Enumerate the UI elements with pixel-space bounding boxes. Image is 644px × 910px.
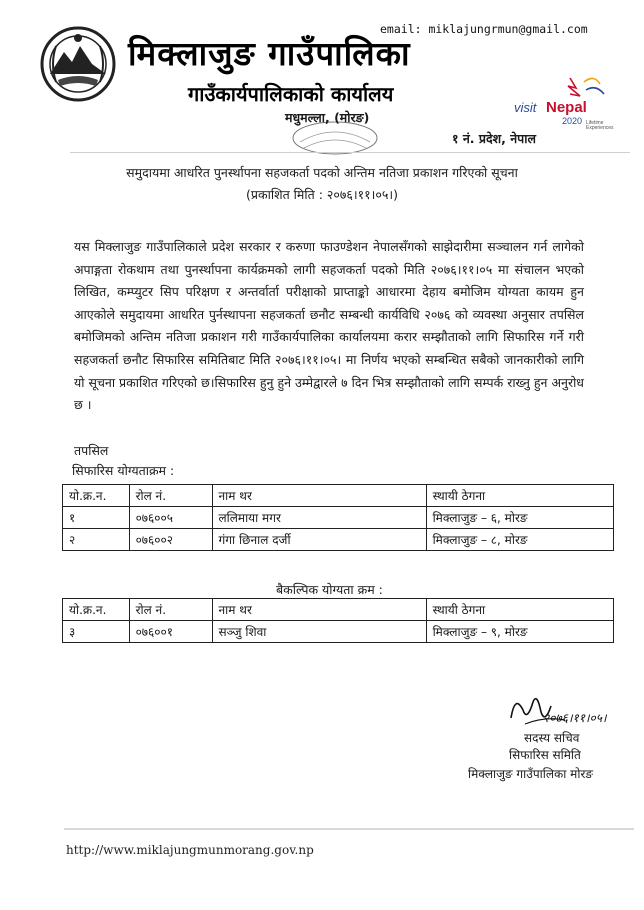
- header-divider: [70, 152, 630, 153]
- signature-org: मिक्लाजुङ गाउँपालिका मोरङ: [468, 767, 594, 781]
- cell-name: ललिमाया मगर: [212, 507, 426, 529]
- notice-subject: समुदायमा आधरित पुनर्स्थापना सहजकर्ता पदको अन्तिम नतिजा प्रकाशन गरिएको सूचना: [126, 165, 518, 180]
- col-header-roll: रोल नं.: [129, 599, 212, 621]
- table-row: [63, 529, 614, 551]
- tapsil-label: तपसिल: [74, 443, 109, 458]
- col-header-roll: रोल नं.: [129, 485, 212, 507]
- cell-roll: ०७६००२: [129, 529, 212, 551]
- table-row: [63, 507, 614, 529]
- svg-text:Lifetime: Lifetime: [586, 120, 604, 126]
- municipality-title: मिक्लाजुङ गाउँपालिका: [128, 34, 411, 73]
- signature-role: सदस्य सचिव: [524, 731, 580, 745]
- table-header-row: [63, 599, 614, 621]
- alternate-table-title: बैकल्पिक योग्यता क्रम :: [276, 582, 383, 597]
- cell-address: मिक्लाजुङ – ८, मोरङ: [426, 529, 613, 551]
- svg-text:2020: 2020: [562, 116, 583, 126]
- cell-name: गंगा छिनाल दर्जी: [212, 529, 426, 551]
- cell-serial: १: [63, 507, 130, 529]
- handwritten-date: २०७६।११।०५।: [543, 711, 607, 725]
- footer-divider: [64, 828, 634, 830]
- notice-body: यस मिक्लाजुङ गाउँपालिकाले प्रदेश सरकार र करुणा फाउण्डेशन नेपालसँगको साझेदारीमा सञ्चालन गर्न लागेको अपाङ्गता रोकथाम तथा पुनर्स्थापना कार्यक्रमको लागी सहजकर्ता पदको मिति २०७६।११।०५ मा संचालन भएको लिखित, कम्प्युटर सिप परिक्षण र अन्तर्वार्ता परीक्षाको प्राप्ताङ्को आधारमा देहाय बमोजिम योग्यता कायम हुन आएकोले समुदायमा आधरित पुर्नस्थापना सहजकर्ता छनौट सम्बन्धी कार्यविधि २०७६ को व्यवस्था अनुसार तपसिल बमोजिमको अन्तिम नतिजा प्रकाशन गरी गाउँकार्यपालिका कार्यालयमा करार सम्झौताको लागि सिफारिस गर्ने गरी सहजकर्ता छनौट सिफारिस समितिबाट मिति २०७६।११।०५। मा निर्णय भएको सम्बन्धित सबैको जानकारीको लागि यो सूचना प्रकाशित गरिएको छ।सिफारिस हुनु हुने उम्मेद्वारले ७ दिन भित्र सम्झौताको लागि सम्पर्क राख्नु हुन अनुरोध छ ।: [74, 239, 584, 413]
- cell-roll: ०७६००१: [129, 621, 212, 643]
- alternate-table: [62, 598, 614, 643]
- email-address: email: miklajungrmun@gmail.com: [380, 22, 588, 36]
- cell-name: सञ्जु शिवा: [212, 621, 426, 643]
- merit-table-title: सिफारिस योग्यताक्रम :: [72, 463, 175, 478]
- svg-text:Experiences: Experiences: [586, 125, 614, 130]
- svg-text:visit: visit: [514, 100, 537, 115]
- col-header-address: स्थायी ठेगना: [426, 485, 613, 507]
- handwritten-signature: [505, 688, 615, 730]
- col-header-address: स्थायी ठेगना: [426, 599, 613, 621]
- col-header-name: नाम थर: [212, 599, 426, 621]
- visit-nepal-logo: [510, 72, 620, 130]
- col-header-serial: यो.क्र.न.: [63, 485, 130, 507]
- cell-address: मिक्लाजुङ – ६, मोरङ: [426, 507, 613, 529]
- office-title: गाउँकार्यपालिकाको कार्यालय: [188, 82, 394, 106]
- cell-address: मिक्लाजुङ – ९, मोरङ: [426, 621, 613, 643]
- signature-committee: सिफारिस समिति: [509, 748, 581, 762]
- government-emblem-icon: [36, 22, 120, 106]
- office-location: मधुमल्ला, (मोरङ): [285, 110, 370, 125]
- table-header-row: [63, 485, 614, 507]
- published-date: (प्रकाशित मिति : २०७६।११।०५।): [246, 187, 398, 202]
- cell-serial: ३: [63, 621, 130, 643]
- col-header-serial: यो.क्र.न.: [63, 599, 130, 621]
- svg-text:Nepal: Nepal: [546, 99, 587, 116]
- province-label: १ नं. प्रदेश, नेपाल: [452, 131, 536, 146]
- table-row: [63, 621, 614, 643]
- col-header-name: नाम थर: [212, 485, 426, 507]
- cell-roll: ०७६००५: [129, 507, 212, 529]
- merit-table: [62, 484, 614, 551]
- website-link[interactable]: http://www.miklajungmunmorang.gov.np: [66, 843, 314, 857]
- cell-serial: २: [63, 529, 130, 551]
